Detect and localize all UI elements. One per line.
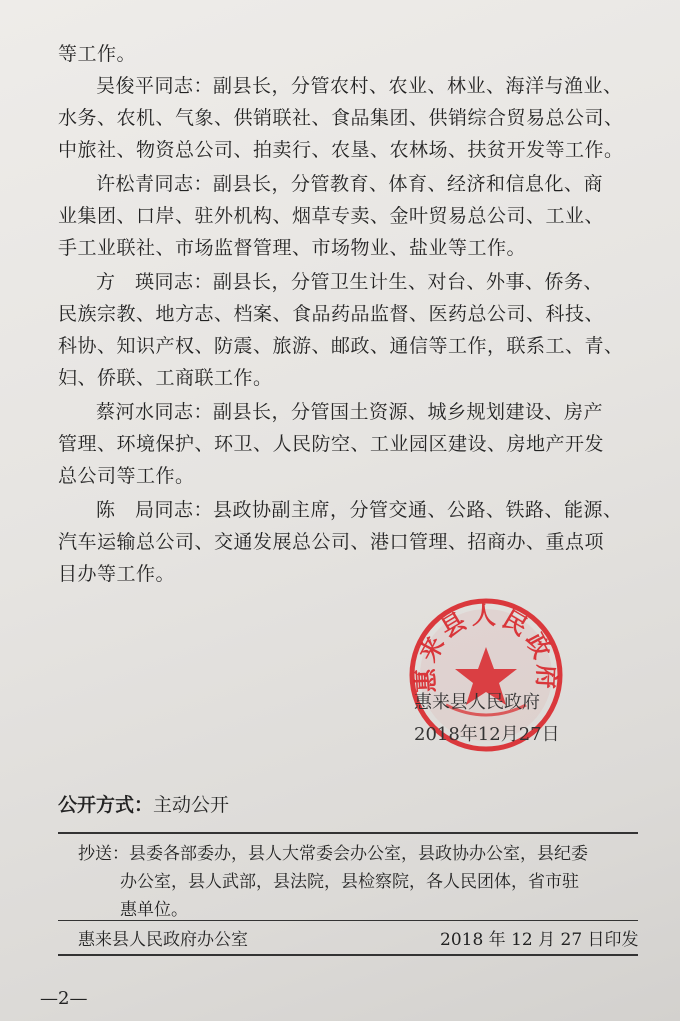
cc-line: 办公室，县人武部，县法院，县检察院，各人民团体，省市驻 bbox=[120, 872, 579, 892]
body-line: 总公司等工作。 bbox=[58, 465, 195, 487]
body-line: 汽车运输总公司、交通发展总公司、港口管理、招商办、重点项 bbox=[58, 531, 605, 553]
body-line: 目办等工作。 bbox=[58, 563, 176, 585]
page-number: —2— bbox=[40, 988, 88, 1009]
body-line: 业集团、口岸、驻外机构、烟草专卖、金叶贸易总公司、工业、 bbox=[58, 205, 605, 227]
issue-date: 2018 年 12 月 27 日印发 bbox=[440, 930, 639, 950]
svg-text:惠来县人民政府: 惠来县人民政府 bbox=[411, 601, 561, 694]
body-line: 吴俊平同志：副县长，分管农村、农业、林业、海洋与渔业、 bbox=[96, 75, 623, 97]
disclosure-method bbox=[58, 790, 229, 817]
body-line: 民族宗教、地方志、档案、食品药品监督、医药总公司、科技、 bbox=[58, 303, 605, 325]
cc-line: 惠单位。 bbox=[120, 900, 188, 920]
body-line: 水务、农机、气象、供销联社、食品集团、供销综合贸易总公司、 bbox=[58, 107, 624, 129]
signature-org: 惠来县人民政府 bbox=[414, 692, 540, 713]
body-line: 许松青同志：副县长，分管教育、体育、经济和信息化、商 bbox=[96, 173, 604, 195]
body-line: 等工作。 bbox=[58, 43, 137, 65]
body-line: 蔡河水同志：副县长，分管国土资源、城乡规划建设、房产 bbox=[96, 401, 604, 423]
cc-line: 抄送：县委各部委办，县人大常委会办公室，县政协办公室，县纪委 bbox=[78, 844, 588, 864]
body-line: 妇、侨联、工商联工作。 bbox=[58, 367, 273, 389]
signature-date: 2018年12月27日 bbox=[414, 724, 560, 745]
body-line: 方 瑛同志：副县长，分管卫生计生、对台、外事、侨务、 bbox=[96, 271, 604, 293]
disclosure-label: 公开方式： bbox=[58, 794, 154, 816]
disclosure-value: 主动公开 bbox=[153, 794, 230, 816]
body-line: 中旅社、物资总公司、拍卖行、农垦、农林场、扶贫开发等工作。 bbox=[58, 139, 624, 161]
divider-bottom bbox=[58, 954, 638, 956]
issuing-office: 惠来县人民政府办公室 bbox=[78, 930, 248, 950]
divider-top bbox=[58, 832, 638, 834]
body-line: 管理、环境保护、环卫、人民防空、工业园区建设、房地产开发 bbox=[58, 433, 605, 455]
body-line: 陈 局同志：县政协副主席，分管交通、公路、铁路、能源、 bbox=[96, 499, 623, 521]
body-line: 科协、知识产权、防震、旅游、邮政、通信等工作，联系工、青、 bbox=[58, 335, 624, 357]
divider-middle bbox=[58, 920, 638, 921]
body-line: 手工业联社、市场监督管理、市场物业、盐业等工作。 bbox=[58, 237, 527, 259]
